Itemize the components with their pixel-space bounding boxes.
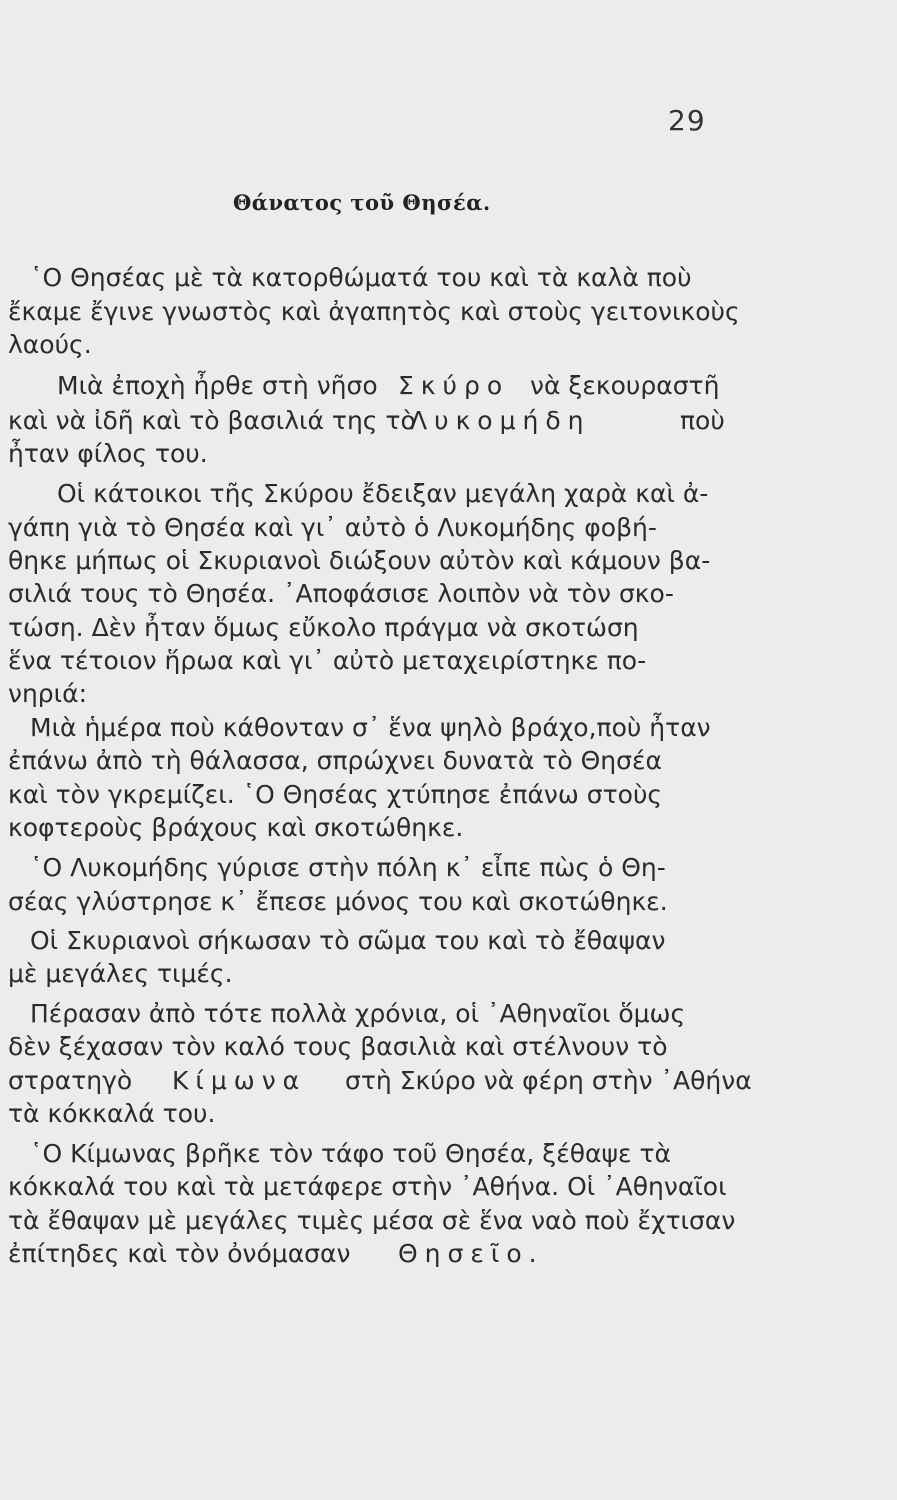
spaced-name: Θησεῖο. (398, 1239, 544, 1268)
text-line: Μιὰ ἡμέρα ποὺ κάθονταν σ᾽ ἕνα ψηλὸ βράχο,ποὺ ἦταν (30, 713, 711, 742)
text-line: στρατηγὸ (8, 1066, 133, 1095)
spaced-name: Κίμωνα (172, 1066, 307, 1095)
text-line: καὶ νὰ ἰδῆ καὶ τὸ βασιλιά της τὸ (8, 406, 416, 435)
text-line: ποὺ (680, 406, 725, 435)
text-line: τὰ ἔθαψαν μὲ μεγάλες τιμὲς μέσα σὲ ἕνα ναὸ ποὺ ἔχτισαν (8, 1206, 736, 1235)
text-line: ἦταν φίλος του. (8, 439, 208, 468)
text-line: ἐπάνω ἀπὸ τὴ θάλασσα, σπρώχνει δυνατὰ τὸ Θησέα (8, 746, 662, 775)
text-line: γάπη γιὰ τὸ Θησέα καὶ γι᾽ αὐτὸ ὁ Λυκομήδης φοβή- (8, 513, 657, 542)
text-line: τώση. Δὲν ἦταν ὅμως εὔκολο πράγμα νὰ σκοτώση (8, 613, 639, 642)
text-line: ἐπίτηδες καὶ τὸν ὀνόμασαν (8, 1239, 351, 1268)
text-line: στὴ Σκύρο νὰ φέρη στὴν ᾽Αθήνα (345, 1066, 752, 1095)
text-line: ῾Ο Θησέας μὲ τὰ κατορθώματά του καὶ τὰ καλὰ ποὺ (30, 263, 692, 292)
text-line: νὰ ξεκουραστῆ (530, 371, 720, 400)
text-line: Μιὰ ἐποχὴ ἦρθε στὴ νῆσο (57, 371, 378, 400)
text-line: Οἱ κάτοικοι τῆς Σκύρου ἔδειξαν μεγάλη χαρὰ καὶ ἀ- (57, 479, 709, 508)
text-line: κόκκαλά του καὶ τὰ μετάφερε στὴν ᾽Αθήνα. Οἱ ᾽Αθηναῖοι (8, 1172, 727, 1201)
text-line: μὲ μεγάλες τιμές. (8, 959, 233, 988)
text-line: σιλιά τους τὸ Θησέα. ᾽Αποφάσισε λοιπὸν νὰ τὸν σκο- (8, 579, 674, 608)
text-line: τὰ κόκκαλά του. (8, 1099, 216, 1128)
text-line: Πέρασαν ἀπὸ τότε πολλὰ χρόνια, οἱ ᾽Αθηναῖοι ὅμως (30, 999, 686, 1028)
chapter-title: Θάνατος τοῦ Θησέα. (233, 190, 491, 215)
text-line: ἔκαμε ἔγινε γνωστὸς καὶ ἀγαπητὸς καὶ στοὺς γειτονικοὺς (8, 297, 740, 326)
page-number: 29 (668, 104, 706, 137)
text-line: Οἱ Σκυριανοὶ σήκωσαν τὸ σῶμα του καὶ τὸ ἔθαψαν (30, 926, 666, 955)
text-line: θηκε μήπως οἱ Σκυριανοὶ διώξουν αὐτὸν καὶ κάμουν βα- (8, 546, 711, 575)
spaced-name: Σκύρο (398, 371, 510, 400)
text-line: νηριά: (8, 679, 88, 708)
text-line: ῾Ο Λυκομήδης γύρισε στὴν πόλη κ᾽ εἶπε πὼς ὁ Θη- (30, 853, 666, 882)
text-line: ῾Ο Κίμωνας βρῆκε τὸν τάφο τοῦ Θησέα, ξέθαψε τὰ (30, 1139, 671, 1168)
text-line: καὶ τὸν γκρεμίζει. ῾Ο Θησέας χτύπησε ἐπάνω στοὺς (8, 780, 663, 809)
text-line: λαούς. (8, 330, 92, 359)
text-line: κοφτεροὺς βράχους καὶ σκοτώθηκε. (8, 813, 464, 842)
text-line: σέας γλύστρησε κ᾽ ἔπεσε μόνος του καὶ σκοτώθηκε. (8, 887, 668, 916)
text-line: ἕνα τέτοιον ἥρωα καὶ γι᾽ αὐτὸ μεταχειρίστηκε πο- (8, 646, 647, 675)
spaced-name: Λυκομήδη (410, 406, 591, 435)
text-line: δὲν ξέχασαν τὸν καλό τους βασιλιὰ καὶ στέλνουν τὸ (8, 1032, 668, 1061)
